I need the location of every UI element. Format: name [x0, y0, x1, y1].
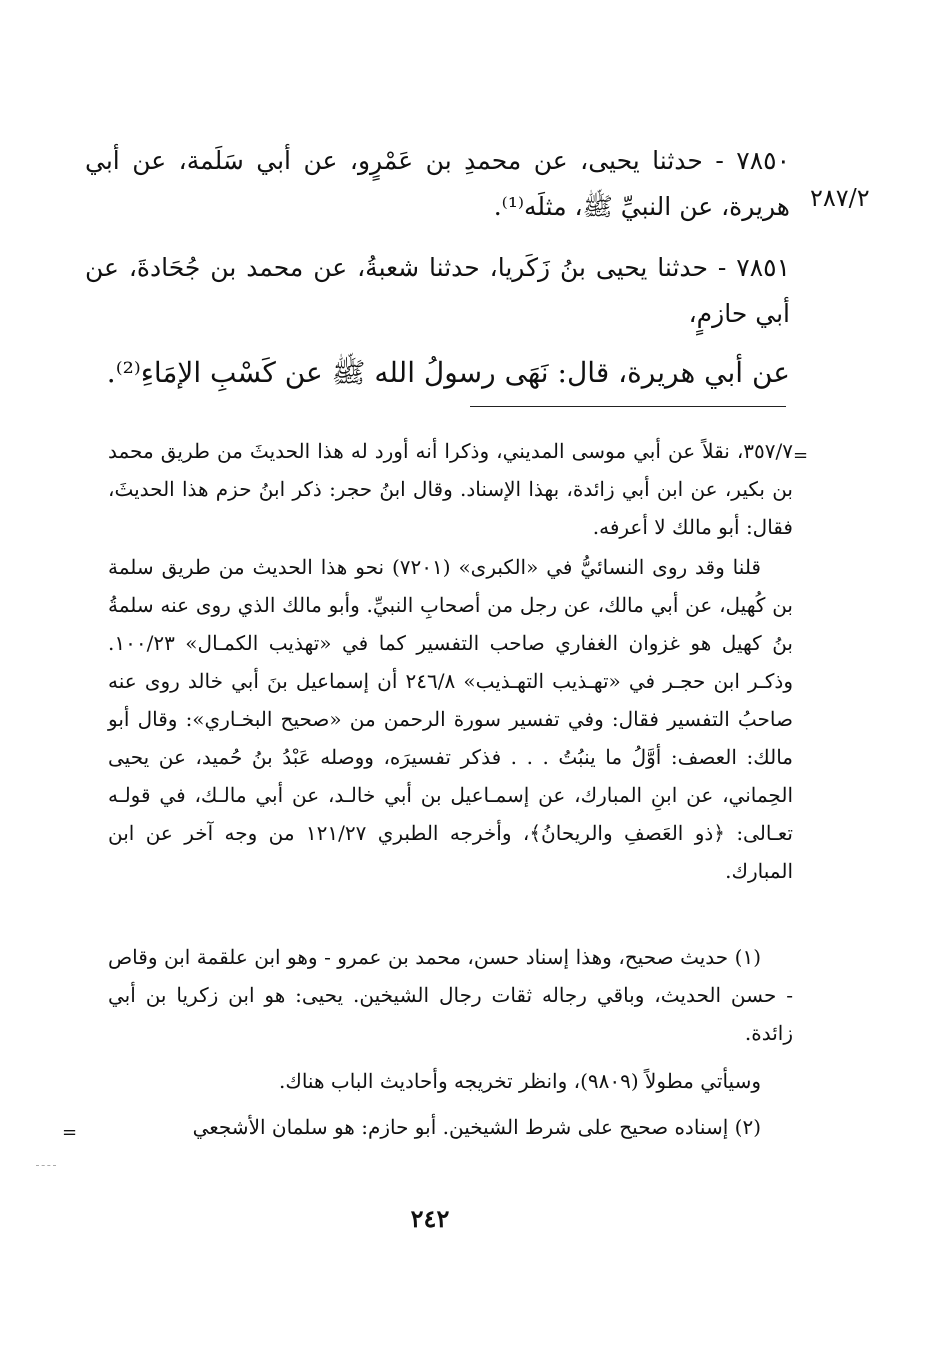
- footnote-1: [108, 938, 793, 1052]
- continuation-marker-end: =: [62, 1122, 78, 1143]
- footnote-nasai-text: قلنا وقد روى النسائيُّ في «الكبرى» (٧٢٠١) نحو هذا الحديث من طريق سلمة بن كُهيل، عن أبي مالك، عن رجل من أصحابِ النبيِّ. وأبو مالك الذي روى عنه سلمةُ بنُ كهيل هو غزوان الغفاري صاحب التفسير كما في «تهذيب الكمـال» ١٠٠/٢٣. وذكـر ابن حجـر في «تهـذيب التهـذيب» ٢٤٦/٨ أن إسماعيل بنَ أبي خالد روى عنه صاحبُ التفسير فقال: وفي تفسير سورة الرحمن من «صحيح البخـاري»: وقال أبو مالك: العصف: أوَّلُ ما ينبُتُ . . . فذكر تفسيرَه، ووصله عَبْدُ بنُ حُميد، عن يحيى الحِماني، عن ابنِ المبارك، عن إسمـاعيل بن أبي خالـد، عن أبي مالـك، في قولـه تعـالى: ﴿ذو العَصفِ والريحانُ﴾، وأخرجه الطبري ١٢١/٢٧ من وجه آخر عن ابن المبارك.: [108, 555, 793, 883]
- footnote-continuation-text: ٣٥٧/٧، نقلاً عن أبي موسى المديني، وذكرا أنه أورد له هذا الحديثَ من طريق محمد بن بكير، عن ابن أبي زائدة، بهذا الإسناد. وقال ابنُ حجر: ذكر ابنُ حزم هذا الحديثَ، فقال: أبو مالك لا أعرفه.: [108, 439, 793, 539]
- footnote-2-text: (٢) إسناده صحيح على شرط الشيخين. أبو حازم: هو سلمان الأشجعي: [192, 1115, 761, 1139]
- page-number: ٢٤٢: [410, 1204, 450, 1233]
- footnote-continuation: [108, 432, 793, 546]
- scan-mark: [36, 1165, 56, 1166]
- footnote-1-text: (١) حديث صحيح، وهذا إسناد حسن، محمد بن عمرو - وهو ابن علقمة ابن وقاص - حسن الحديث، وباقي رجاله ثقات رجال الشيخين. يحيى: هو ابن زكريا بن أبي زائدة.: [108, 945, 793, 1045]
- footnote-1-extra: [108, 1062, 793, 1100]
- margin-reference: ٢٨٧/٢: [810, 184, 870, 212]
- footnote-2: [108, 1108, 793, 1146]
- footnote-separator: [470, 406, 786, 407]
- footnote-1-extra-text: وسيأتي مطولاً (٩٨٠٩)، وانظر تخريجه وأحاديث الباب هناك.: [278, 1069, 761, 1093]
- footnote-nasai: [108, 548, 793, 890]
- hadith-7851-isnad: ٧٨٥١ - حدثنا يحيى بنُ زَكَريا، حدثنا شعبةُ، عن محمد بن جُحَادةَ، عن أبي حازمٍ،: [85, 253, 790, 328]
- continuation-marker: =: [793, 445, 809, 466]
- hadith-7851-matn: عن أبي هريرة، قال: نَهَى رسولُ الله ﷺ عن كَسْبِ الإمَاءِ⁽²⁾.: [106, 356, 790, 389]
- hadith-7850: ٧٨٥٠ - حدثنا يحيى، عن محمدِ بن عَمْرٍو، عن أبي سَلَمة، عن أبي هريرة، عن النبيِّ ﷺ، مثلَه⁽¹⁾.: [85, 146, 790, 221]
